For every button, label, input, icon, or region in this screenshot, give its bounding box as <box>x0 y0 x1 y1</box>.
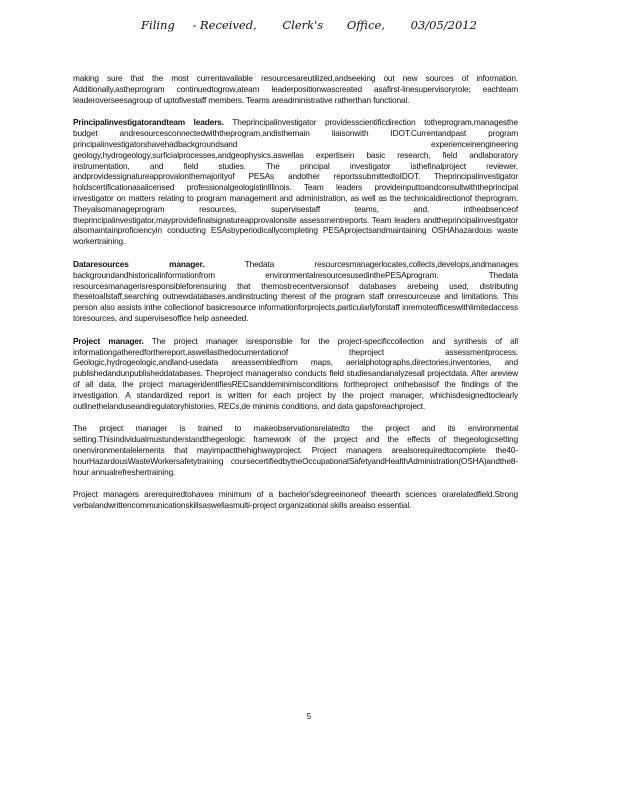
paragraph-text: Theprincipalinvestigator providesscientificdirection totheprogram,managesthe budget andresourcesconnectedwiththeprogram,andisthemain liaisonwith IDOT.Currentandpast program principalinvestigatorshavehadbackgroundsand experienceinengineering geology,hydrogeology,surficialprocesses,andgeophysics,aswellas expertisein basic research, field andlaboratory instrumentation, and field studies. The principal investigator isthefinalproject reviewer, andprovidessignatureapprovalonthemajorityof PESAs andother reportssubmittedtoIDOT. Theprincipalinvestigator holdscertificationasalicensed professionalgeologistinIllinois. Team leaders provideinputtoandconsultwiththeprincipal investigator on matters relating to program management and administration, as well as the technicaldirectionof theprogram. Theyalsomanageprogram resources, supervisestaff teams, and, intheabsenceof theprincipalinvestigator,mayprovidefinalsignatureapprovalonsite assessmentreports. Team leaders andtheprincipalinvestigator alsomaintainproficiencyin conducting ESAsbyperiodicallycompleting PESAprojectsandmaintaining OSHAhazardous waste workertraining. <box>73 117 518 247</box>
header-date: 03/05/2012 <box>410 18 477 32</box>
header-filing: Filing <box>141 18 175 32</box>
paragraph-project-manager <box>73 336 518 412</box>
paragraph-project-manager-training <box>73 423 518 477</box>
header-clerks: Clerk's <box>282 18 324 32</box>
paragraph-principal-investigator <box>73 117 518 247</box>
page-number: 5 <box>306 712 312 721</box>
header-received: - Received, <box>192 18 257 32</box>
paragraph-data-resources-manager <box>73 259 518 324</box>
paragraph-text: The project manager isresponsible for the project-specificcollection and synthesis of all informationgatheredforthereport,aswellasthedocumentationof theproject assessmentprocess. Geologic,hydrogeologic,andland-usedata areassembledfrom maps, aerialphotographs,directories,inventories, and publishedandunpublisheddatabases. Theproject manageralso conducts field studiesandanalyzesall projectdata. After areview of all data, the project manageridentifiesRECsanddeminimisconditions fortheproject onthebasisof the findings of the investigation. A standardized report is written for each project by the project manager, whichisdesignedtoclearly outlinethelanduseandregulatoryhistories, RECs,de minimis conditions, and data gapsforeachproject. <box>73 335 519 411</box>
paragraph-text: Project managers arerequiredtohavea minimum of a bachelor'sdegreeinoneof theearth sciences orarelatedfield.Strong verbalandwrittencommunicationskillsaswellasmulti-project organizational skills arealso essential. <box>73 489 518 511</box>
paragraph-heading: Dataresources manager. <box>73 258 205 269</box>
filing-header <box>0 18 618 32</box>
paragraph-text: Thedata resourcesmanagerlocates,collects,develops,andmanages backgroundandhistoricalinformationfrom environmentalresourcesusedinthePESAprogram. Thedata resourcesmanagerisresponsibleforensuring that themostrecentversionsof databases arebeing used, distributing thesetoallstaff,searching outnewdatabases,andinstructing therest of the program staff onresourceuse and limitations. This person also assists inthe collectionof basicresource informationforprojects,particularlyforstaff inremoteofficeswithlimitedaccess toresources, and supervisesoffice help asneeded. <box>73 258 518 323</box>
header-office: Office, <box>346 18 385 32</box>
paragraph-project-manager-requirements <box>73 489 518 511</box>
paragraph-heading: Principalinvestigatorandteam leaders. <box>73 117 224 128</box>
body-text <box>73 73 518 523</box>
paragraph-text: The project manager is trained to makeobservationsrelatedto the project and its environmental setting.Thisindividualmustunderstandthegeologic framework of the project and the effects of thegeologicsetting onenvironmentalelements that mayimpactthehighwayproject. Project managers arealsorequiredtocomplete the40-hourHazardousWasteWorkersafetytraining coursecertifiedbytheOccupationalSafetyandHealthAdministration(OSHA)andthe8-hour annualrefreshertraining. <box>73 423 518 477</box>
paragraph-heading: Project manager. <box>73 335 144 346</box>
paragraph-intro <box>73 73 518 105</box>
paragraph-text: making sure that the most currentavailable resourcesareutilized,andseeking out new sources of information. Additionally,astheprogram continuedtogrow,ateam leaderpositionwascreated asafirst-linesupervisoryrole; eachteam leaderoverseesagroup of uptofivestaff members. Teams areadministrative ratherthan functional. <box>73 73 518 105</box>
